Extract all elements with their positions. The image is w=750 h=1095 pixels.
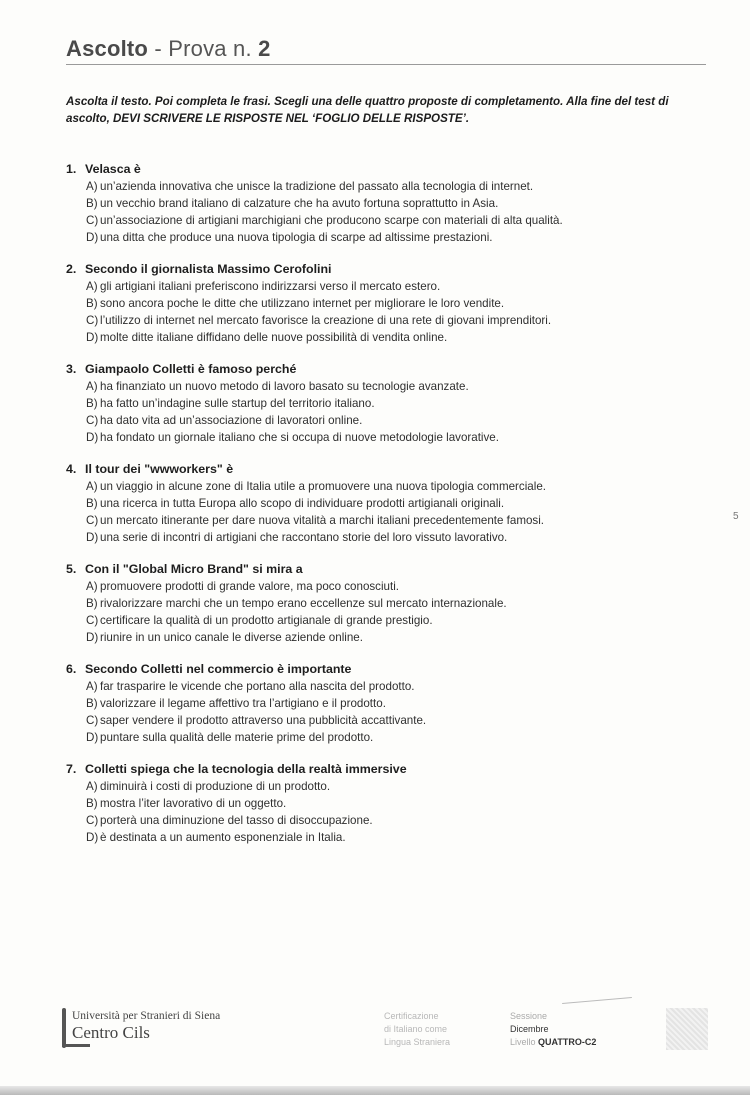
answer-option bbox=[66, 478, 706, 495]
session-label: Sessione bbox=[510, 1011, 548, 1021]
answer-option bbox=[66, 795, 706, 812]
answer-option bbox=[66, 278, 706, 295]
question-6 bbox=[66, 661, 706, 746]
option-text: un’associazione di artigiani marchigiani che producono scarpe con materiali di alta qualità. bbox=[100, 214, 563, 227]
option-text: l’utilizzo di internet nel mercato favorisce la creazione di una rete di giovani imprenditori. bbox=[100, 314, 552, 327]
question-text: Secondo il giornalista Massimo Cerofolini bbox=[85, 262, 332, 276]
answer-option bbox=[66, 629, 706, 646]
option-letter: D) bbox=[86, 531, 99, 544]
option-text: è destinata a un aumento esponenziale in Italia. bbox=[100, 831, 346, 844]
answer-option bbox=[66, 729, 706, 746]
answer-option bbox=[66, 195, 706, 212]
page-number: 5 bbox=[733, 511, 739, 522]
answer-option bbox=[66, 612, 706, 629]
option-text: una ricerca in tutta Europa allo scopo di individuare prodotti artigianali originali. bbox=[100, 497, 505, 510]
answer-option bbox=[66, 329, 706, 346]
option-letter: C) bbox=[86, 214, 99, 227]
option-letter: A) bbox=[86, 580, 98, 593]
answer-option bbox=[66, 295, 706, 312]
footer bbox=[62, 998, 712, 1058]
question-number: 5. bbox=[66, 562, 77, 576]
option-text: un’azienda innovativa che unisce la tradizione del passato alla tecnologia di internet. bbox=[100, 180, 534, 193]
title-separator: - Prova n. bbox=[148, 36, 259, 61]
answer-option bbox=[66, 312, 706, 329]
question-stem bbox=[66, 461, 706, 478]
question-list bbox=[66, 161, 706, 861]
option-text: ha finanziato un nuovo metodo di lavoro basato su tecnologie avanzate. bbox=[100, 380, 469, 393]
answer-option bbox=[66, 695, 706, 712]
question-number: 1. bbox=[66, 162, 77, 176]
option-text: mostra l’iter lavorativo di un oggetto. bbox=[100, 797, 287, 810]
option-text: ha fatto un’indagine sulle startup del territorio italiano. bbox=[100, 397, 375, 410]
level-label: Livello bbox=[510, 1037, 536, 1047]
question-4 bbox=[66, 461, 706, 546]
option-letter: A) bbox=[86, 480, 98, 493]
option-letter: C) bbox=[86, 614, 99, 627]
university-logo bbox=[62, 1008, 66, 1048]
option-letter: D) bbox=[86, 731, 99, 744]
cert-line: Certificazione bbox=[384, 1011, 439, 1021]
question-text: Il tour dei "wwworkers" è bbox=[85, 462, 234, 476]
option-letter: A) bbox=[86, 380, 98, 393]
scan-edge bbox=[0, 1086, 750, 1095]
session-info bbox=[510, 1010, 596, 1049]
logo-underline bbox=[62, 1044, 90, 1047]
answer-option bbox=[66, 378, 706, 395]
option-letter: A) bbox=[86, 280, 98, 293]
question-stem bbox=[66, 261, 706, 278]
option-text: far trasparire le vicende che portano alla nascita del prodotto. bbox=[100, 680, 415, 693]
level-value: QUATTRO-C2 bbox=[538, 1037, 597, 1047]
option-letter: D) bbox=[86, 331, 99, 344]
answer-option bbox=[66, 595, 706, 612]
option-text: certificare la qualità di un prodotto artigianale di grande prestigio. bbox=[100, 614, 433, 627]
question-stem bbox=[66, 561, 706, 578]
option-text: gli artigiani italiani preferiscono indirizzarsi verso il mercato estero. bbox=[100, 280, 441, 293]
certification-label bbox=[384, 1010, 450, 1049]
cert-line: Lingua Straniera bbox=[384, 1037, 451, 1047]
answer-option bbox=[66, 212, 706, 229]
question-number: 6. bbox=[66, 662, 77, 676]
centro-cils: Centro Cils bbox=[72, 1023, 150, 1042]
option-text: porterà una diminuzione del tasso di disoccupazione. bbox=[100, 814, 373, 827]
option-text: ha fondato un giornale italiano che si occupa di nuove metodologie lavorative. bbox=[100, 431, 499, 444]
question-text: Con il "Global Micro Brand" si mira a bbox=[85, 562, 303, 576]
question-stem bbox=[66, 161, 706, 178]
option-letter: C) bbox=[86, 714, 99, 727]
option-letter: D) bbox=[86, 831, 99, 844]
option-text: un vecchio brand italiano di calzature che ha avuto fortuna soprattutto in Asia. bbox=[100, 197, 499, 210]
option-text: sono ancora poche le ditte che utilizzano internet per migliorare le loro vendite. bbox=[100, 297, 505, 310]
option-letter: B) bbox=[86, 797, 98, 810]
option-letter: C) bbox=[86, 414, 99, 427]
option-letter: A) bbox=[86, 780, 98, 793]
question-1 bbox=[66, 161, 706, 246]
question-number: 7. bbox=[66, 762, 77, 776]
cert-line: di Italiano come bbox=[384, 1024, 448, 1034]
answer-option bbox=[66, 495, 706, 512]
option-letter: C) bbox=[86, 814, 99, 827]
option-letter: B) bbox=[86, 697, 98, 710]
option-text: un viaggio in alcune zone di Italia utile a promuovere una nuova tipologia commerciale. bbox=[100, 480, 546, 493]
answer-option bbox=[66, 812, 706, 829]
stamp bbox=[666, 1008, 708, 1050]
answer-option bbox=[66, 678, 706, 695]
option-text: molte ditte italiane diffidano delle nuove possibilità di vendita online. bbox=[100, 331, 448, 344]
answer-option bbox=[66, 229, 706, 246]
answer-option bbox=[66, 178, 706, 195]
option-text: diminuirà i costi di produzione di un prodotto. bbox=[100, 780, 331, 793]
header-rule bbox=[66, 64, 706, 65]
option-letter: B) bbox=[86, 197, 98, 210]
session-value: Dicembre bbox=[510, 1024, 549, 1034]
option-letter: C) bbox=[86, 514, 99, 527]
answer-option bbox=[66, 529, 706, 546]
question-stem bbox=[66, 361, 706, 378]
option-letter: C) bbox=[86, 314, 99, 327]
question-stem bbox=[66, 661, 706, 678]
title-main: Ascolto bbox=[66, 36, 149, 61]
question-text: Secondo Colletti nel commercio è importante bbox=[85, 662, 352, 676]
question-stem bbox=[66, 761, 706, 778]
question-number: 4. bbox=[66, 462, 77, 476]
question-text: Colletti spiega che la tecnologia della realtà immersive bbox=[85, 762, 407, 776]
answer-option bbox=[66, 512, 706, 529]
option-letter: D) bbox=[86, 431, 99, 444]
option-text: saper vendere il prodotto attraverso una pubblicità accattivante. bbox=[100, 714, 427, 727]
option-text: riunire in un unico canale le diverse aziende online. bbox=[100, 631, 363, 644]
question-2 bbox=[66, 261, 706, 346]
option-letter: B) bbox=[86, 397, 98, 410]
title-number: 2 bbox=[258, 36, 271, 61]
option-letter: A) bbox=[86, 680, 98, 693]
question-5 bbox=[66, 561, 706, 646]
option-letter: B) bbox=[86, 597, 98, 610]
answer-option bbox=[66, 712, 706, 729]
question-7 bbox=[66, 761, 706, 846]
option-letter: D) bbox=[86, 231, 99, 244]
question-number: 3. bbox=[66, 362, 77, 376]
question-text: Giampaolo Colletti è famoso perché bbox=[85, 362, 297, 376]
handwritten-mark bbox=[562, 997, 632, 1004]
answer-option bbox=[66, 429, 706, 446]
answer-option bbox=[66, 578, 706, 595]
option-text: rivalorizzare marchi che un tempo erano eccellenze sul mercato internazionale. bbox=[100, 597, 507, 610]
option-text: promuovere prodotti di grande valore, ma poco conosciuti. bbox=[100, 580, 400, 593]
question-number: 2. bbox=[66, 262, 77, 276]
option-letter: A) bbox=[86, 180, 98, 193]
university-name: Università per Stranieri di Siena bbox=[72, 1010, 221, 1022]
option-text: valorizzare il legame affettivo tra l’artigiano e il prodotto. bbox=[100, 697, 386, 710]
question-text: Velasca è bbox=[85, 162, 141, 176]
answer-option bbox=[66, 395, 706, 412]
question-3 bbox=[66, 361, 706, 446]
option-text: una ditta che produce una nuova tipologia di scarpe ad altissime prestazioni. bbox=[100, 231, 493, 244]
option-text: puntare sulla qualità delle materie prime del prodotto. bbox=[100, 731, 374, 744]
instructions: Ascolta il testo. Poi completa le frasi. Scegli una delle quattro proposte di completamento. Alla fine del test di ascolto, DEVI SCRIVERE LE RISPOSTE NEL ‘FOGLIO DELLE RISPOSTE’. bbox=[66, 95, 669, 125]
answer-option bbox=[66, 412, 706, 429]
answer-option bbox=[66, 778, 706, 795]
option-text: un mercato itinerante per dare nuova vitalità a marchi italiani precedentemente famosi. bbox=[100, 514, 545, 527]
option-letter: D) bbox=[86, 631, 99, 644]
option-text: una serie di incontri di artigiani che raccontano storie del loro vissuto lavorativo. bbox=[100, 531, 508, 544]
answer-option bbox=[66, 829, 706, 846]
option-letter: B) bbox=[86, 497, 98, 510]
page-title bbox=[66, 36, 706, 62]
option-letter: B) bbox=[86, 297, 98, 310]
option-text: ha dato vita ad un’associazione di lavoratori online. bbox=[100, 414, 363, 427]
